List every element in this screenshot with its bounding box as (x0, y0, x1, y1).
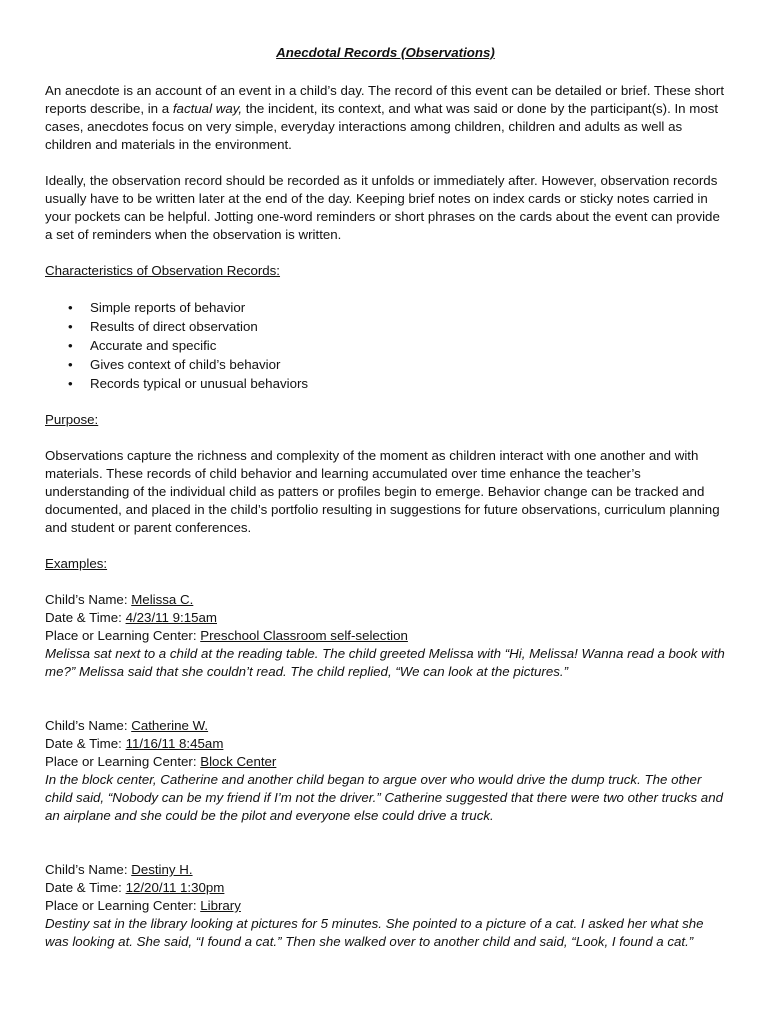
intro-paragraph-1 (45, 82, 726, 154)
date-time-value: 11/16/11 8:45am (125, 736, 224, 751)
list-item-text: Records typical or unusual behaviors (90, 376, 309, 391)
example-record-2 (45, 717, 726, 825)
date-time-label: Date & Time: (45, 736, 126, 751)
list-item (45, 317, 726, 336)
intro-text-1: An anecdote is an account of an event in a child’s day. The record of this event can be detailed or brief. These short reports describe, in a (45, 83, 725, 116)
spacer (45, 699, 726, 717)
child-name-value: Catherine W. (131, 718, 209, 733)
date-time-line (45, 879, 726, 897)
date-time-line (45, 609, 726, 627)
place-line (45, 753, 726, 771)
place-line (45, 627, 726, 645)
intro-text-2: the incident, its context, and what was said or done by the participant(s). In most cases, anecdotes focus on very simple, everyday interactions among children, children and adults as well as children and materials in the environment. (45, 101, 719, 152)
observation-note: In the block center, Catherine and another child began to argue over who would drive the dump truck. The other child said, “Nobody can be my friend if I’m not the driver.” Catherine suggested that there were two other trucks and an airplane and she could be the pilot and everyone else could drive a truck. (45, 772, 723, 823)
date-time-label: Date & Time: (45, 610, 126, 625)
place-label: Place or Learning Center: (45, 898, 201, 913)
purpose-heading: Purpose: (45, 412, 99, 427)
place-value: Library (200, 898, 241, 913)
observation-note: Destiny sat in the library looking at pictures for 5 minutes. She pointed to a picture of a cat. I asked her what she was looking at. She said, “I found a cat.” Then she walked over to another child and said, “Look, I found a cat.” (45, 916, 704, 949)
child-name-line (45, 861, 726, 879)
characteristics-list (45, 298, 726, 393)
list-item (45, 336, 726, 355)
example-record-1 (45, 591, 726, 681)
bullet-icon: • (68, 319, 73, 334)
intro-italic-phrase: factual way, (172, 101, 243, 116)
list-item (45, 298, 726, 317)
bullet-icon: • (68, 376, 73, 391)
place-line (45, 897, 726, 915)
purpose-paragraph: Observations capture the richness and complexity of the moment as children interact with one another and with materials. These records of child behavior and learning accumulated over time enhance the teacher’s understanding of the individual child as patters or profiles begin to emerge. Behavior change can be tracked and documented, and placed in the child’s portfolio resulting in suggestions for future observations, curriculum planning and student or parent conferences. (45, 448, 720, 535)
place-label: Place or Learning Center: (45, 628, 201, 643)
characteristics-heading: Characteristics of Observation Records: (45, 263, 281, 278)
list-item-text: Simple reports of behavior (90, 300, 246, 315)
child-name-value: Destiny H. (131, 862, 193, 877)
examples-heading: Examples: (45, 556, 108, 571)
child-name-label: Child’s Name: (45, 718, 132, 733)
observation-note: Melissa sat next to a child at the reading table. The child greeted Melissa with “Hi, Melissa! Wanna read a book with me?” Melissa said that she couldn’t read. The child replied, “We can look at the pictures.” (45, 646, 725, 679)
example-record-3 (45, 861, 726, 951)
list-item (45, 374, 726, 393)
spacer (45, 843, 726, 861)
list-item-text: Accurate and specific (90, 338, 217, 353)
bullet-icon: • (68, 357, 73, 372)
date-time-value: 4/23/11 9:15am (125, 610, 217, 625)
date-time-line (45, 735, 726, 753)
child-name-value: Melissa C. (131, 592, 194, 607)
child-name-line (45, 717, 726, 735)
list-item-text: Results of direct observation (90, 319, 258, 334)
list-item-text: Gives context of child’s behavior (90, 357, 281, 372)
child-name-label: Child’s Name: (45, 592, 132, 607)
intro-paragraph-2: Ideally, the observation record should be recorded as it unfolds or immediately after. However, observation records usually have to be written later at the end of the day. Keeping brief notes on index cards or sticky notes carried in your pockets can be helpful. Jotting one-word reminders or short phrases on the cards about the event can provide a set of reminders when the observation is written. (45, 173, 720, 242)
list-item (45, 355, 726, 374)
document-title: Anecdotal Records (Observations) (276, 45, 495, 60)
child-name-line (45, 591, 726, 609)
date-time-label: Date & Time: (45, 880, 126, 895)
date-time-value: 12/20/11 1:30pm (125, 880, 225, 895)
child-name-label: Child’s Name: (45, 862, 132, 877)
bullet-icon: • (68, 300, 73, 315)
bullet-icon: • (68, 338, 73, 353)
place-value: Preschool Classroom self-selection (200, 628, 408, 643)
place-label: Place or Learning Center: (45, 754, 201, 769)
place-value: Block Center (200, 754, 277, 769)
